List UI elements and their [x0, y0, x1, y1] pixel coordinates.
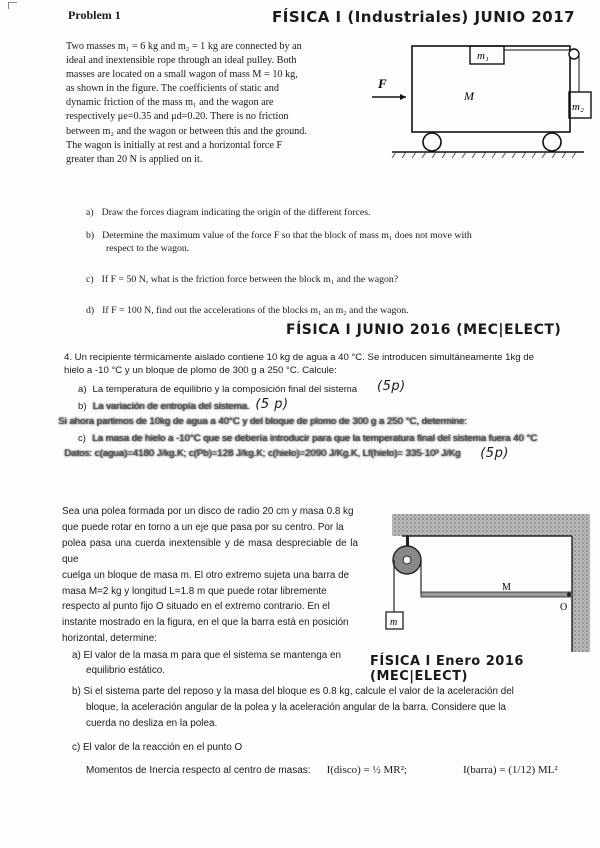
text-line: between m₂ and the wagon or between this and the ground. — [66, 125, 307, 137]
text-line: cuelga un bloque de masa m. El otro extremo sujeta una barra de — [62, 569, 350, 581]
label-M: M — [464, 89, 474, 103]
problem5-item-a: a) El valor de la masa m para que el sistema se mantenga en equilibrio estático. — [72, 650, 341, 676]
pulley-axle — [403, 556, 411, 564]
text-line: respectively μe=0.35 and μd=0.20. There is no friction — [66, 111, 289, 123]
question-c: c) If F = 50 N, what is the friction force between the block m₁ and the wagon? — [86, 274, 399, 285]
question-d: d) If F = 100 N, find out the accelerations of the blocks m₁ an m₂ and the wagon. — [86, 305, 409, 316]
exam-title-2016-enero: FÍSICA I Enero 2016 (MEC|ELECT) — [370, 654, 524, 684]
text-line: Two masses m₁ = 6 kg and m₂ = 1 kg are connected by an — [66, 41, 302, 52]
text-line: horizontal, determine: — [62, 633, 157, 645]
question-a: a) Draw the forces diagram indicating the origin of the different forces. — [86, 207, 371, 218]
problem4-line: hielo a -10 °C y un bloque de plomo de 300 g a 250 °C. Calcule: — [64, 365, 337, 376]
problem4-item-a: a) La temperatura de equilibrio y la composición final del sistema (5p) — [78, 379, 406, 395]
corner-mark — [8, 2, 17, 9]
text-line: masa M=2 kg y longitud L=1.8 m que puede rotar libremente — [62, 585, 327, 597]
problem1-text — [66, 40, 352, 167]
problem1-questions — [86, 206, 586, 317]
label-m2: m₂ — [572, 101, 584, 113]
wagon-figure — [362, 36, 592, 166]
text-line: ideal and inextensible rope through an ideal pulley. Both — [66, 55, 297, 67]
text-line: as shown in the figure. The coefficients of static and — [66, 83, 279, 95]
text-line: que puede rotar en torno a un eje que pasa por su centro. Por la — [62, 521, 344, 533]
problem4-data: Datos: c(agua)=4180 J/kg.K; c(Pb)=128 J/kg.K; c(hielo)=2090 J/Kg.K, Lf(hielo)= 335·10³ J/Kg (5p) — [64, 446, 509, 461]
right-wall — [572, 514, 590, 652]
problem4-item-b: b) La variación de entropía del sistema. (5 p) — [78, 397, 289, 412]
pulley-bar-figure — [362, 506, 594, 654]
ground-hatch — [392, 152, 576, 158]
exam-title-2016-junio: FÍSICA I JUNIO 2016 (MEC|ELECT) — [286, 322, 562, 338]
label-O: O — [560, 602, 568, 613]
problem4-line: 4. Un recipiente térmicamente aislado contiene 10 kg de agua a 40 °C. Se introducen simultáneamente 1kg de — [64, 352, 534, 363]
text-line: The wagon is initially at rest and a horizontal force F — [66, 139, 283, 151]
ceiling-wall — [392, 514, 590, 536]
text-line: polea pasa una cuerda inextensible y de masa despreciable de la que — [62, 537, 358, 565]
wheel-right — [543, 133, 561, 151]
problem4 — [58, 351, 590, 461]
label-m: m — [390, 617, 398, 628]
bar — [421, 592, 572, 597]
text-line: masses are located on a small wagon of mass M = 10 kg, — [66, 69, 298, 81]
problem5-text — [62, 504, 358, 647]
question-b-cont: respect to the wagon. — [106, 243, 190, 254]
problem5-item-c: c) El valor de la reacción en el punto O — [72, 742, 243, 753]
label-F: F — [378, 76, 387, 91]
text-line: Sea una polea formada por un disco de radio 20 cm y masa 0.8 kg — [62, 506, 354, 517]
question-b: b) Determine the maximum value of the force F so that the block of mass m₁ does not move with — [86, 230, 472, 241]
wagon-body — [412, 46, 570, 132]
problem5-item-b: b) Si el sistema parte del reposo y la masa del bloque es 0.8 kg, calcule el valor de la aceleración del bloque, la aceleración angular de la polea y la aceleración angular de la barra. Considere que la cuerda no desliza en la polea. — [72, 686, 514, 729]
wheel-left — [423, 133, 441, 151]
pivot-O — [567, 593, 571, 597]
problem4-line3: Si ahora partimos de 10kg de agua a 40°C y del bloque de plomo de 300 g a 250 °C, determine: — [58, 416, 467, 427]
text-line: dynamic friction of the mass m₁ and the wagon are — [66, 97, 274, 109]
inertia-moments: Momentos de Inercia respecto al centro de masas: I(disco) = ½ MR²; I(barra) = (1/12) ML² — [86, 764, 558, 776]
text-line: respecto al punto fijo O situado en el extremo contrario. En el — [62, 601, 330, 613]
problem4-item-c: c) La masa de hielo a -10°C que se debería introducir para que la temperatura final del sistema fuera 40 °C — [78, 433, 537, 444]
pulley — [569, 49, 579, 59]
text-line: instante mostrado en la figura, en el que la barra está en posición — [62, 617, 349, 629]
label-M: M — [502, 582, 511, 593]
exam-title-2017: FÍSICA I (Industriales) JUNIO 2017 — [272, 8, 576, 26]
text-line: greater than 20 N is applied on it. — [66, 153, 203, 165]
force-arrow-head — [400, 94, 406, 100]
problem-label: Problem 1 — [68, 8, 121, 22]
label-m1: m₁ — [477, 50, 489, 62]
